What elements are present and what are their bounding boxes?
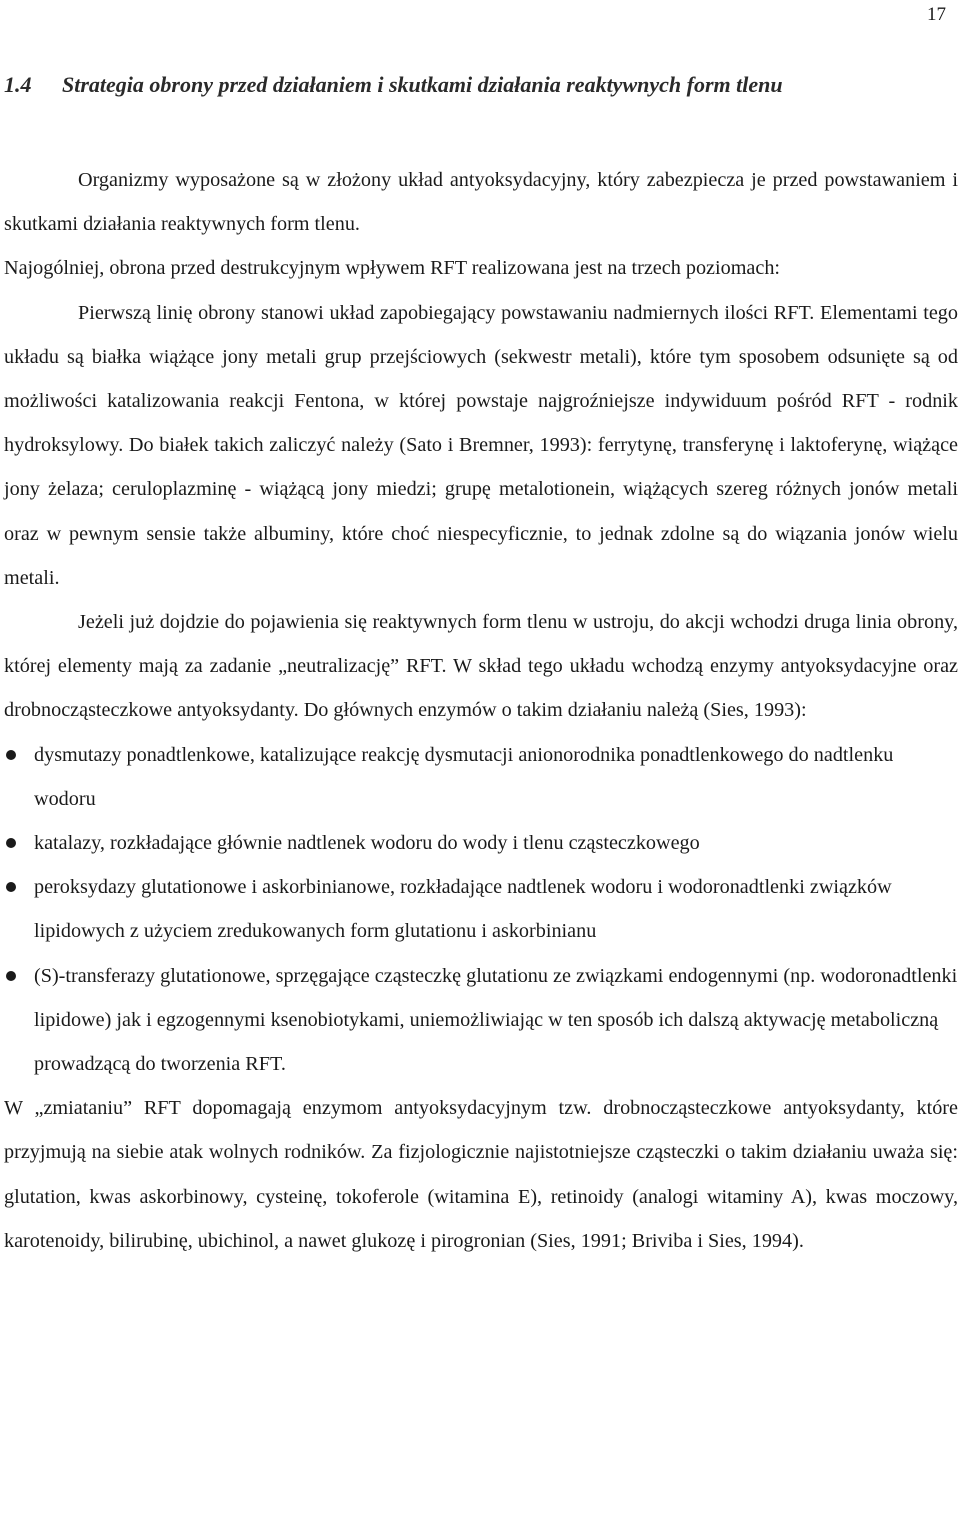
page-number: 17 [927,4,946,25]
enzyme-text: katalazy, rozkładające głównie nadtlenek wodoru do wody i tlenu cząsteczkowego [34,832,700,855]
list-item [4,865,958,953]
paragraph-intro: Organizmy wyposażone są w złożony układ antyoksydacyjny, który zabezpiecza je przed powstawaniem i skutkami działania reaktywnych form tlenu. [4,169,958,236]
paragraph-first-line-of-defense: Pierwszą linię obrony stanowi układ zapobiegający powstawaniu nadmiernych ilości RFT. Elementami tego układu są białka wiążące jony metali grup przejściowych (sekwestr metali), które tym sposobem odsunięte są od możliwości katalizowania reakcji Fentona, w której powstaje najgroźniejsze indywiduum pośród RFT - rodnik hydroksylowy. Do białek takich zaliczyć należy (Sato i Bremner, 1993): ferrytynę, transferynę i laktoferynę, wiążące jony żelaza; ceruloplazminę - wiążącą jony miedzi; grupę metalotionein, wiążących szereg różnych jonów metali oraz w pewnym sensie także albuminy, które choć niespecyficznie, to jednak zdolne są do wiązania jonów wielu metali. [4,301,958,589]
bullet-icon [6,838,16,848]
bullet-icon [6,750,16,760]
list-item [4,733,958,821]
paragraph-levels: Najogólniej, obrona przed destrukcyjnym wpływem RFT realizowana jest na trzech poziomach: [4,257,781,280]
section-number: 1.4 [4,72,32,97]
list-item [4,821,958,865]
enzyme-list [4,733,958,1087]
enzyme-text: dysmutazy ponadtlenkowe, katalizujące reakcję dysmutacji anionorodnika ponadtlenkowego do nadtlenku wodoru [34,743,894,810]
list-item [4,954,958,1087]
bullet-icon [6,971,16,981]
bullet-icon [6,882,16,892]
enzyme-text: peroksydazy glutationowe i askorbinianowe, rozkładające nadtlenek wodoru i wodoronadtlenki związków lipidowych z użyciem zredukowanych form glutationu i askorbinianu [34,876,892,943]
section-title: Strategia obrony przed działaniem i skutkami działania reaktywnych form tlenu [62,72,783,97]
paragraph-second-line-of-defense: Jeżeli już dojdzie do pojawienia się reaktywnych form tlenu w ustroju, do akcji wchodzi druga linia obrony, której elementy mają za zadanie „neutralizację” RFT. W skład tego układu wchodzą enzymy antyoksydacyjne oraz drobnocząsteczkowe antyoksydanty. Do głównych enzymów o takim działaniu należą (Sies, 1993): [4,611,958,722]
paragraph-small-molecule-antioxidants: W „zmiataniu” RFT dopomagają enzymom antyoksydacyjnym tzw. drobnocząsteczkowe antyoksydanty, które przyjmują na siebie atak wolnych rodników. Za fizjologicznie najistotniejsze cząsteczki o takim działaniu uważa się: glutation, kwas askorbinowy, cysteinę, tokoferole (witamina E), retinoidy (analogi witaminy A), kwas moczowy, karotenoidy, bilirubinę, ubichinol, a nawet glukozę i pirogronian (Sies, 1991; Briviba i Sies, 1994). [4,1097,958,1252]
body-text [4,158,958,1263]
enzyme-text: (S)-transferazy glutationowe, sprzęgające cząsteczkę glutationu ze związkami endogennymi (np. wodoronadtlenki lipidowe) jak i egzogennymi ksenobiotykami, uniemożliwiając w ten sposób ich dalszą aktywację metaboliczną prowadzącą do tworzenia RFT. [34,964,958,1076]
section-heading [4,72,956,98]
